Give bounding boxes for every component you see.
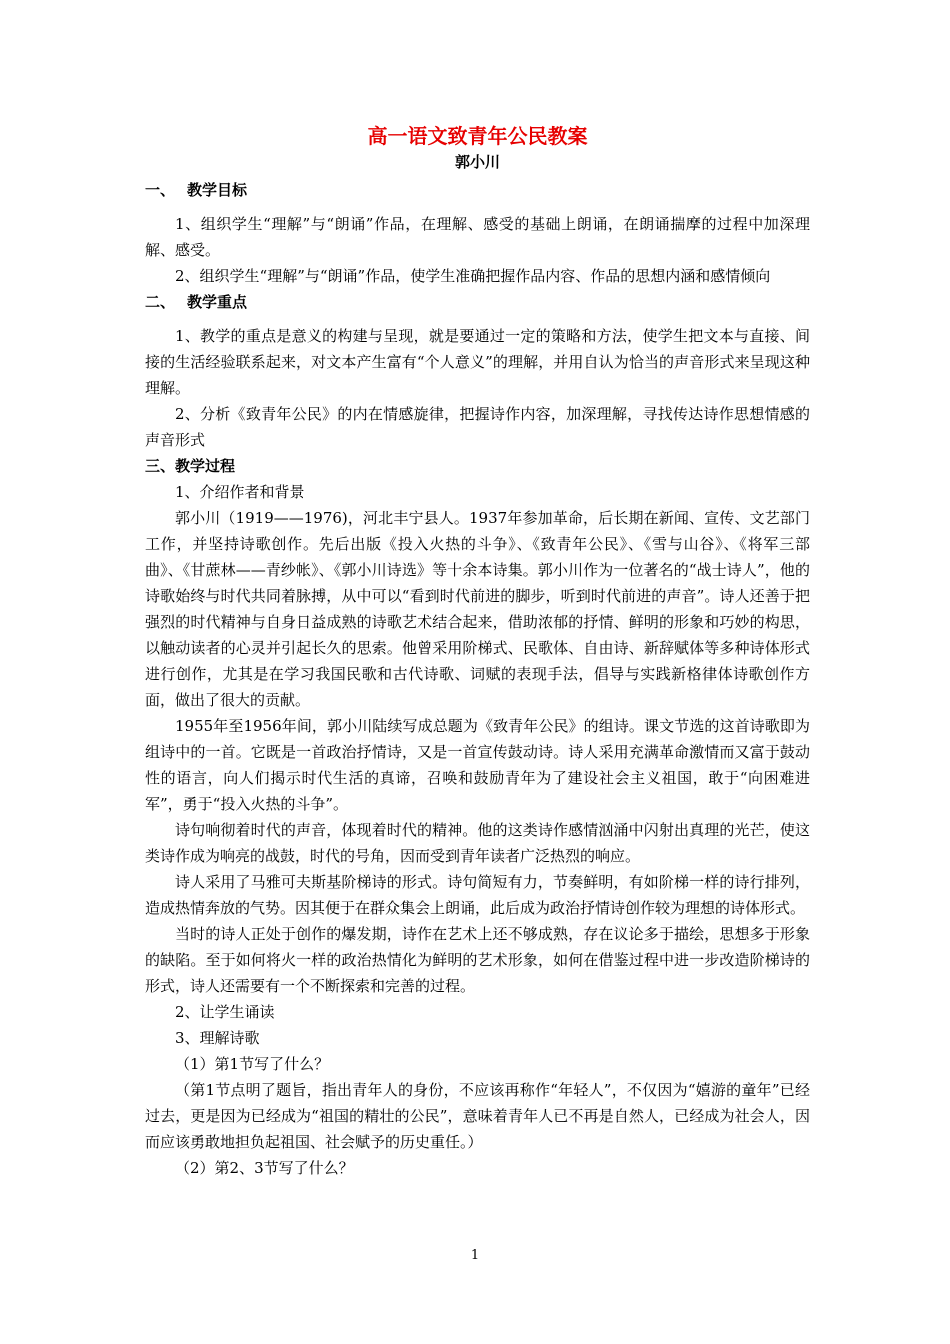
process-paragraph: 3、理解诗歌 (175, 1029, 260, 1047)
focus-paragraph: 1、教学的重点是意义的构建与呈现，就是要通过一定的策略和方法，使学生把文本与直接、间接的生活经验联系起来，对文本产生富有“个人意义”的理解，并用自认为恰当的声音形式来呈现这种理解。 (145, 327, 810, 397)
section-number: 二、 (145, 293, 176, 311)
section-heading-process (145, 453, 810, 479)
goal-paragraph: 1、组织学生“理解”与“朗诵”作品，在理解、感受的基础上朗诵，在朗诵揣摩的过程中加深理解、感受。 (145, 215, 810, 259)
author-name: 郭小川 (454, 153, 500, 171)
process-paragraph: （第1节点明了题旨，指出青年人的身份，不应该再称作“年轻人”，不仅因为“嬉游的童年”已经过去，更是因为已经成为“祖国的精壮的公民”，意味着青年人已不再是自然人，已经成为社会人，因而应该勇敢地担负起祖国、社会赋予的历史重任。） (145, 1081, 810, 1151)
section-label: 教学目标 (187, 181, 248, 199)
process-paragraph: 1、介绍作者和背景 (175, 483, 305, 501)
process-paragraph: 当时的诗人正处于创作的爆发期，诗作在艺术上还不够成熟，存在议论多于描绘，思想多于形象的缺陷。至于如何将火一样的政治热情化为鲜明的艺术形象，如何在借鉴过程中进一步改造阶梯诗的形式，诗人还需要有一个不断探索和完善的过程。 (145, 925, 810, 995)
focus-paragraph: 2、分析《致青年公民》的内在情感旋律，把握诗作内容，加深理解，寻找传达诗作思想情感的声音形式 (145, 405, 810, 449)
process-paragraph: 诗人采用了马雅可夫斯基阶梯诗的形式。诗句简短有力，节奏鲜明，有如阶梯一样的诗行排列，造成热情奔放的气势。因其便于在群众集会上朗诵，此后成为政治抒情诗创作较为理想的诗体形式。 (145, 873, 810, 917)
section-label: 教学过程 (175, 457, 236, 475)
process-paragraph: 2、让学生诵读 (175, 1003, 275, 1021)
goal-paragraph: 2、组织学生“理解”与“朗诵”作品，使学生准确把握作品内容、作品的思想内涵和感情倾向 (175, 267, 771, 285)
section-label: 教学重点 (187, 293, 248, 311)
process-paragraph: 诗句响彻着时代的声音，体现着时代的精神。他的这类诗作感情汹涌中闪射出真理的光芒，使这类诗作成为响亮的战鼓，时代的号角，因而受到青年读者广泛热烈的响应。 (145, 821, 810, 865)
page-number: 1 (470, 1248, 480, 1263)
document-title: 高一语文致青年公民教案 (367, 124, 588, 148)
process-paragraph: 1955年至1956年间，郭小川陆续写成总题为《致青年公民》的组诗。课文节选的这首诗歌即为组诗中的一首。它既是一首政治抒情诗，又是一首宣传鼓动诗。诗人采用充满革命激情而又富于鼓动性的语言，向人们揭示时代生活的真谛，召唤和鼓励青年为了建设社会主义祖国，敢于“向困难进军”，勇于“投入火热的斗争”。 (145, 717, 810, 813)
process-paragraph: （1）第1节写了什么？ (175, 1055, 330, 1073)
section-number: 三、 (145, 457, 176, 475)
section-number: 一、 (145, 181, 176, 199)
process-paragraph: 郭小川（1919——1976)，河北丰宁县人。1937年参加革命，后长期在新闻、宣传、文艺部门工作，并坚持诗歌创作。先后出版《投入火热的斗争》、《致青年公民》、《雪与山谷》、《将军三部曲》、《甘蔗林——青纱帐》、《郭小川诗选》等十余本诗集。郭小川作为一位著名的“战士诗人”，他的诗歌始终与时代共同着脉搏，从中可以“看到时代前进的脚步，听到时代前进的声音”。诗人还善于把强烈的时代精神与自身日益成熟的诗歌艺术结合起来，借助浓郁的抒情、鲜明的形象和巧妙的构思，以触动读者的心灵并引起长久的思索。他曾采用阶梯式、民歌体、自由诗、新辞赋体等多种诗体形式进行创作，尤其是在学习我国民歌和古代诗歌、词赋的表现手法，倡导与实践新格律体诗歌创作方面，做出了很大的贡献。 (145, 509, 810, 709)
section-heading-focus (145, 289, 810, 315)
section-heading-goals (145, 177, 810, 203)
process-paragraph: （2）第2、3节写了什么？ (175, 1159, 354, 1177)
document-body (145, 122, 810, 1181)
